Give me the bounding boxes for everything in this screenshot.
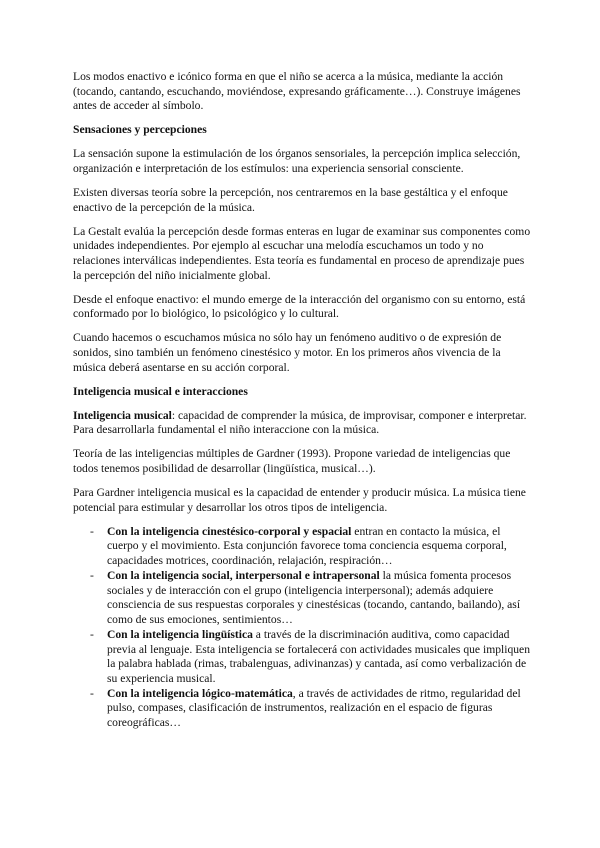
paragraph: Cuando hacemos o escuchamos música no sólo hay un fenómeno auditivo o de expresión de sonidos, sino también un fenómeno cinestésico y motor. En los primeros años vivencia de la música deberá asentarse en su acción corporal.: [73, 331, 502, 374]
list-item-text: la música fomenta procesos sociales y de interacción con el grupo (inteligencia interpersonal); además adquiere consciencia de sus respuestas corporales y cinestésicas (tocando, cantando, bailando), así como de sus emociones, sentimientos…: [107, 569, 521, 626]
list-dash: -: [90, 524, 94, 538]
list-item-term: Con la inteligencia lógico-matemática: [107, 686, 293, 700]
section-heading-inteligencia: Inteligencia musical e interacciones: [73, 384, 248, 398]
list-item-text: , a través de actividades de ritmo, regularidad del pulso, compases, clasificación de instrumentos, realización en el espacio de figuras coreográficas…: [107, 686, 521, 729]
paragraph: Desde el enfoque enactivo: el mundo emerge de la interacción del organismo con su entorno, está conformado por lo biológico, lo psicológico y lo cultural.: [73, 292, 526, 321]
list-item-term: Con la inteligencia lingüística: [107, 627, 253, 641]
list-item-term: Con la inteligencia cinestésico-corporal y espacial: [107, 524, 352, 538]
list-dash: -: [90, 686, 94, 700]
paragraph: La Gestalt evalúa la percepción desde formas enteras en lugar de examinar sus componentes como unidades independientes. Por ejemplo al escuchar una melodía escuchamos un todo y no relaciones interválicas independientes. Esta teoría es fundamental en proceso de aprendizaje pues la percepción del niño inicialmente global.: [73, 224, 531, 282]
list-item: [73, 628, 533, 686]
list-item-term: Con la inteligencia social, interpersonal e intrapersonal: [107, 569, 380, 583]
list-item: [73, 687, 533, 731]
list-item-text: entran en contacto la música, el cuerpo y el movimiento. Esta conjunción favorece toma conciencia esquema corporal, capacidades motrices, coordinación, relajación, respiración…: [107, 524, 507, 567]
document-body: [73, 70, 533, 731]
definition-text: : capacidad de comprender la música, de improvisar, componer e interpretar. Para desarrollarla fundamental el niño interaccione con la música.: [73, 408, 527, 437]
list-dash: -: [90, 627, 94, 641]
definition-term: Inteligencia musical: [73, 408, 172, 422]
intelligence-list: [73, 525, 533, 731]
list-item-text: a través de la discriminación auditiva, como capacidad previa al lenguaje. Esta inteligencia se fortalecerá con actividades musicales que impliquen la palabra hablada (rimas, trabalenguas, adivinanzas) y cantada, así como verbalización de su experiencia musical.: [107, 627, 530, 685]
paragraph: Existen diversas teoría sobre la percepción, nos centraremos en la base gestáltica y el enfoque enactivo de la percepción de la música.: [73, 186, 508, 214]
paragraph: La sensación supone la estimulación de los órganos sensoriales, la percepción implica selección, organización e interpretación de los estímulos: una experiencia sensorial consciente.: [73, 147, 521, 175]
intro-paragraph: Los modos enactivo e icónico forma en que el niño se acerca a la música, mediante la acción (tocando, cantando, escuchando, moviéndose, expresando gráficamente…). Construye imágenes antes de acceder al símbolo.: [73, 70, 521, 113]
list-item: [73, 525, 533, 569]
list-item: [73, 569, 533, 627]
list-dash: -: [90, 569, 94, 583]
definition-paragraph: [73, 409, 533, 438]
paragraph: Teoría de las inteligencias múltiples de Gardner (1993). Propone variedad de inteligencias que todos tenemos posibilidad de desarrollar (lingüística, musical…).: [73, 447, 511, 475]
paragraph: Para Gardner inteligencia musical es la capacidad de entender y producir música. La música tiene potencial para estimular y desarrollar los otros tipos de inteligencia.: [73, 486, 526, 514]
section-heading-sensaciones: Sensaciones y percepciones: [73, 123, 207, 137]
